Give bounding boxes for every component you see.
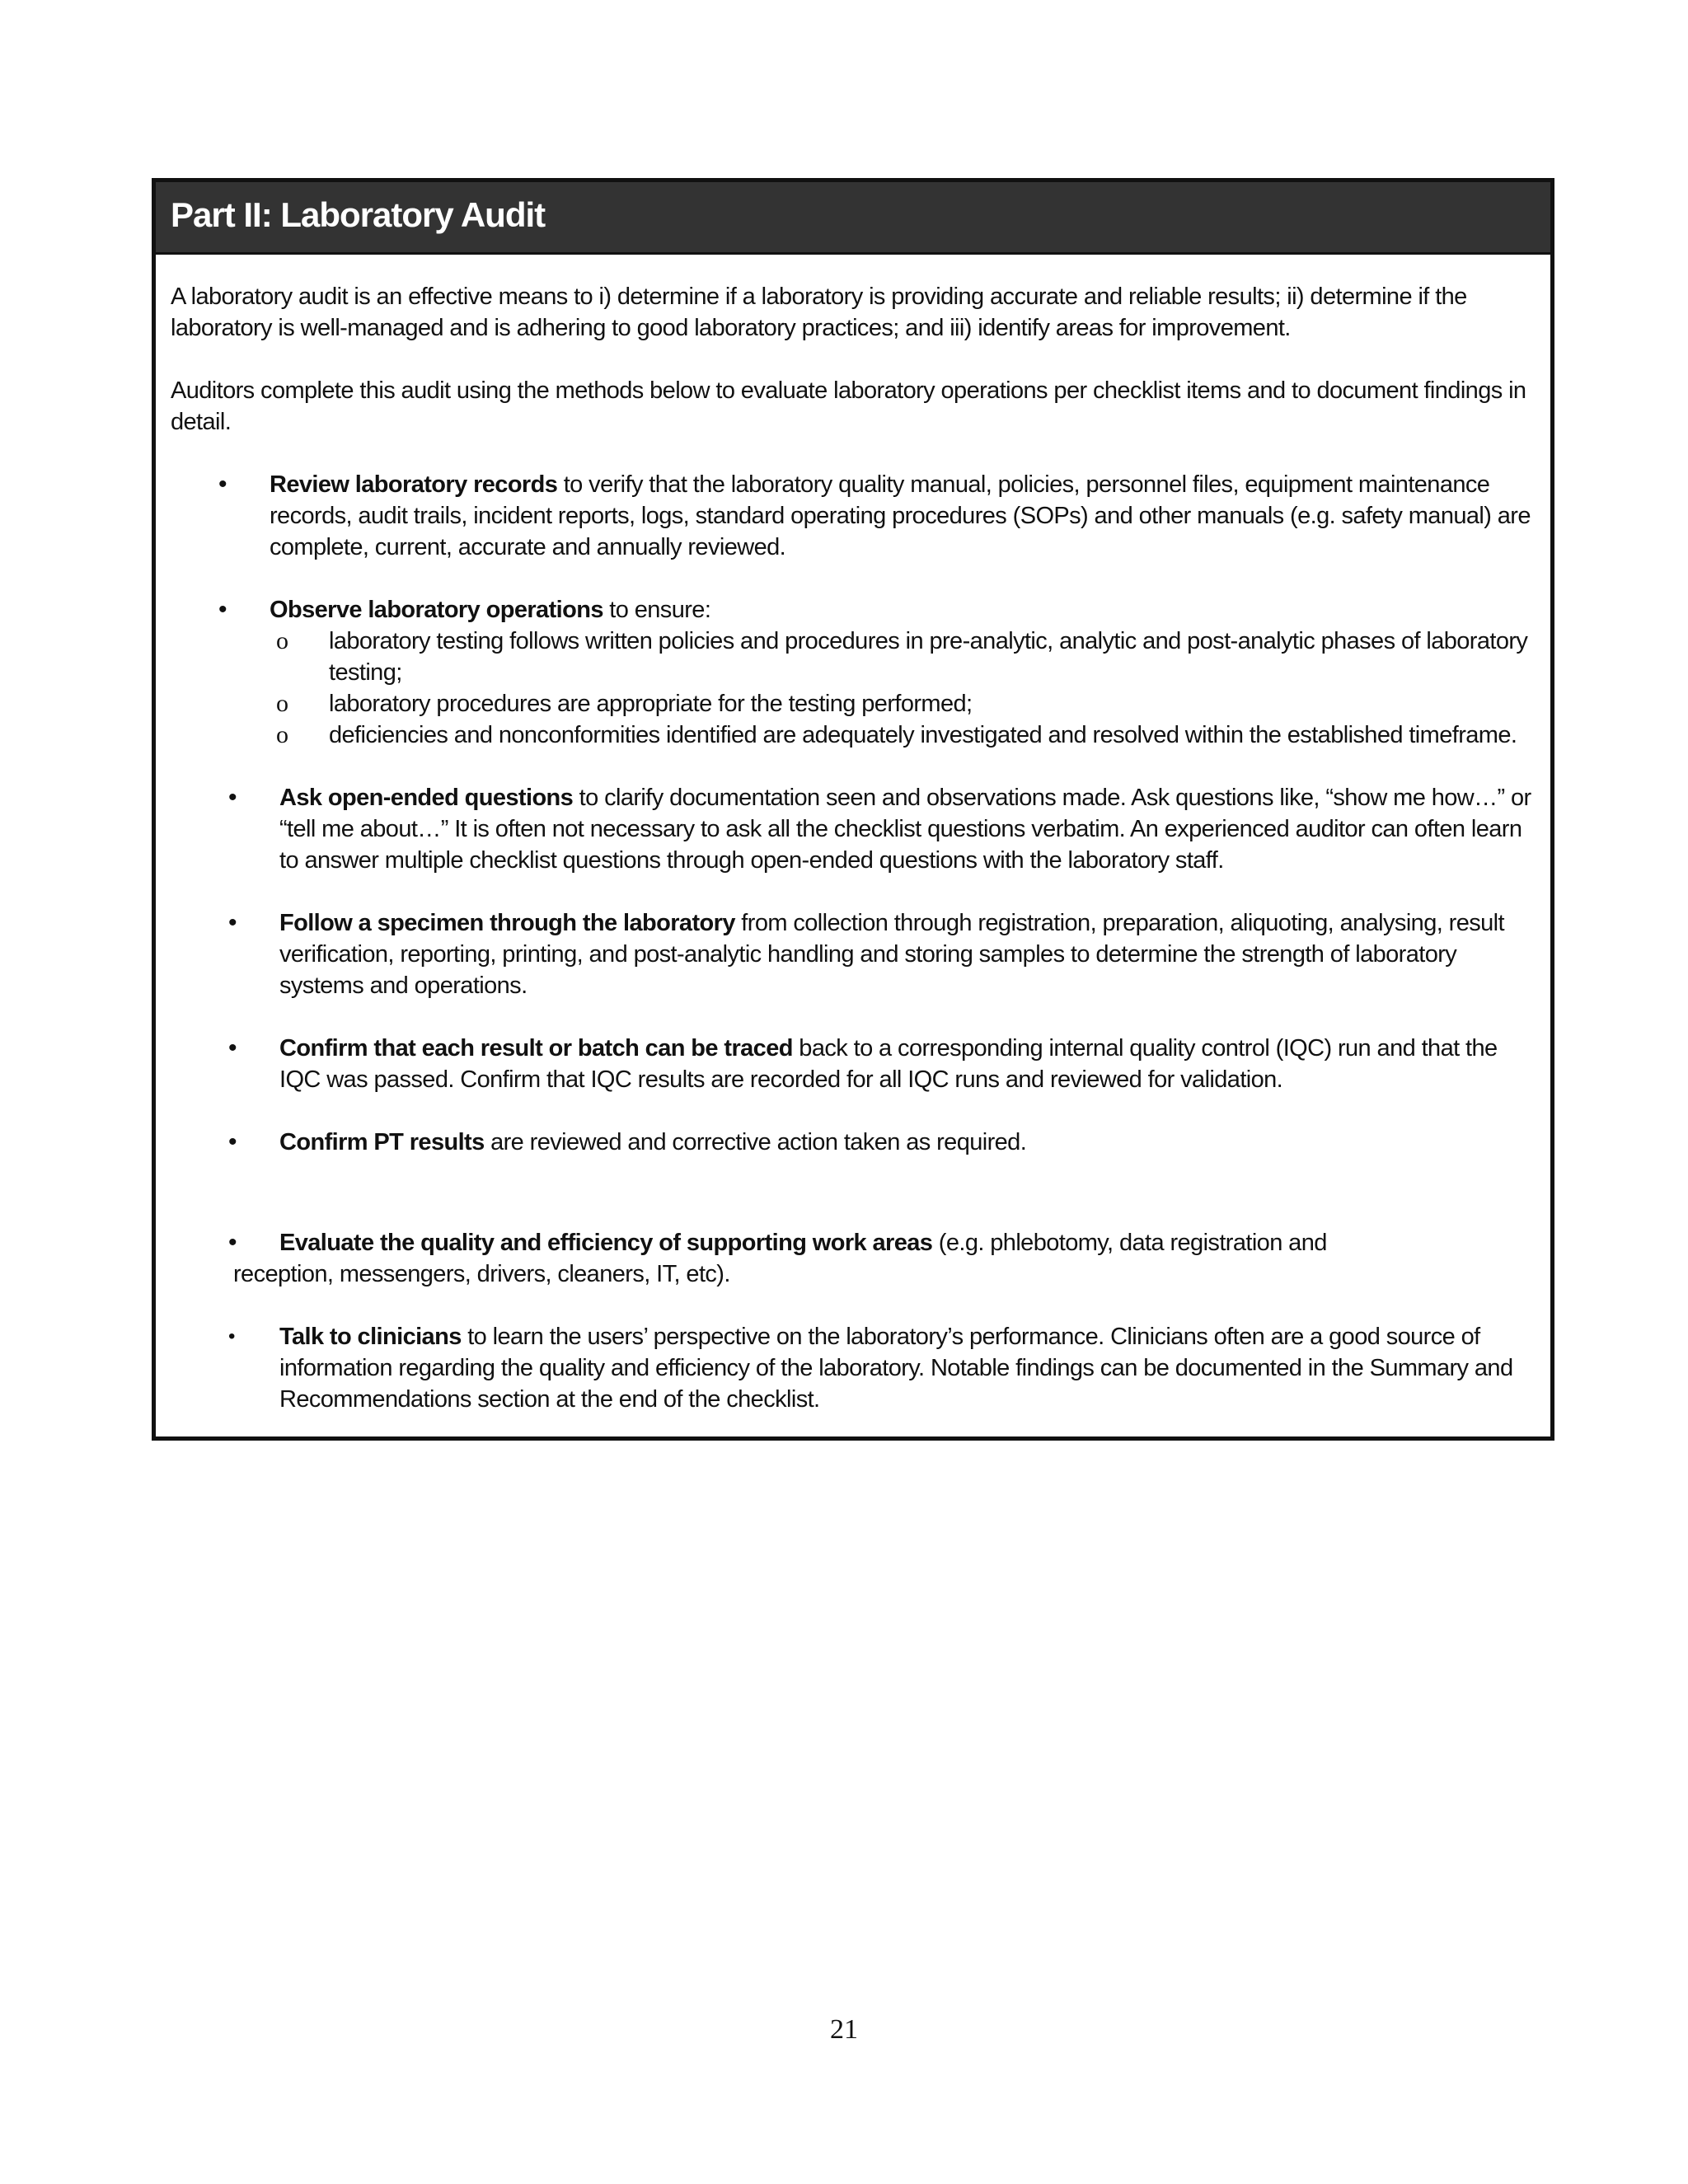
method-description: to clarify documentation seen and observations made. Ask questions like, “show me how…” or “tell me about…” It is often not necessary to ask all the checklist questions verbatim. An experienced auditor can often learn to answer multiple checklist questions through open-ended questions with the laboratory staff. (279, 785, 1531, 874)
method-heading: Confirm PT results (279, 1129, 485, 1155)
method-description: from collection through registration, preparation, aliquoting, analysing, result verification, reporting, printing, and post-analytic handling and storing samples to determine the strength of laboratory systems and operations. (279, 910, 1504, 999)
section-header (156, 182, 1550, 255)
method-description: to ensure: (603, 597, 711, 623)
intro-paragraph-1: A laboratory audit is an effective means to i) determine if a laboratory is providing accurate and reliable results; ii) determine if the laboratory is well-managed and is adhering to good laboratory practices; and iii) identify areas for improvement. (171, 284, 1467, 341)
method-text (279, 1033, 1540, 1095)
method-text (279, 1227, 1540, 1258)
sub-item: laboratory procedures are appropriate for the testing performed; (329, 691, 973, 717)
bullet-icon: • (218, 596, 227, 623)
intro-paragraph-2: Auditors complete this audit using the methods below to evaluate laboratory operations per checklist items and to document findings in detail. (171, 377, 1526, 435)
method-heading: Follow a specimen through the laboratory (279, 910, 735, 936)
method-text (279, 907, 1540, 1001)
method-continuation: reception, messengers, drivers, cleaners, IT, etc). (233, 1261, 730, 1287)
page-number: 21 (830, 2014, 858, 2045)
method-text (270, 469, 1539, 563)
bullet-icon: • (218, 471, 227, 498)
sub-bullet-icon: o (276, 690, 288, 717)
method-text (270, 594, 1539, 626)
method-description: are reviewed and corrective action taken as required. (484, 1129, 1027, 1155)
method-heading: Talk to clinicians (279, 1324, 462, 1350)
bullet-icon: • (228, 1034, 237, 1062)
method-text (279, 1321, 1540, 1415)
sub-bullet-icon: o (276, 627, 288, 654)
audit-section-box (152, 178, 1554, 1441)
method-description: to learn the users’ perspective on the laboratory’s performance. Clinicians often are a good source of information regarding the quality and efficiency of the laboratory. Notable findings can be documented in the Summary and Recommendations section at the end of the checklist. (279, 1324, 1513, 1413)
section-title: Part II: Laboratory Audit (171, 195, 546, 234)
bullet-icon: • (228, 1325, 236, 1347)
method-heading: Evaluate the quality and efficiency of supporting work areas (279, 1230, 933, 1256)
method-text (279, 782, 1540, 876)
bullet-icon: • (228, 784, 237, 811)
method-description: to verify that the laboratory quality manual, policies, personnel files, equipment maintenance records, audit trails, incident reports, logs, standard operating procedures (SOPs) and other manuals (e.g. safety manual) are complete, current, accurate and annually reviewed. (270, 471, 1531, 560)
bullet-icon: • (228, 909, 237, 936)
method-text (279, 1127, 1540, 1158)
sub-item: deficiencies and nonconformities identified are adequately investigated and resolved within the established timeframe. (329, 722, 1517, 748)
sub-bullet-icon: o (276, 721, 288, 748)
method-heading: Observe laboratory operations (270, 597, 603, 623)
method-heading: Confirm that each result or batch can be traced (279, 1035, 793, 1062)
method-description: (e.g. phlebotomy, data registration and (932, 1230, 1327, 1256)
sub-item: laboratory testing follows written policies and procedures in pre-analytic, analytic and post-analytic phases of laboratory testing; (329, 628, 1528, 686)
bullet-icon: • (228, 1128, 237, 1155)
method-description: back to a corresponding internal quality control (IQC) run and that the IQC was passed. Confirm that IQC results are recorded for all IQC runs and reviewed for validation. (279, 1035, 1498, 1093)
method-heading: Ask open-ended questions (279, 785, 574, 811)
method-heading: Review laboratory records (270, 471, 558, 498)
bullet-icon: • (228, 1229, 237, 1256)
